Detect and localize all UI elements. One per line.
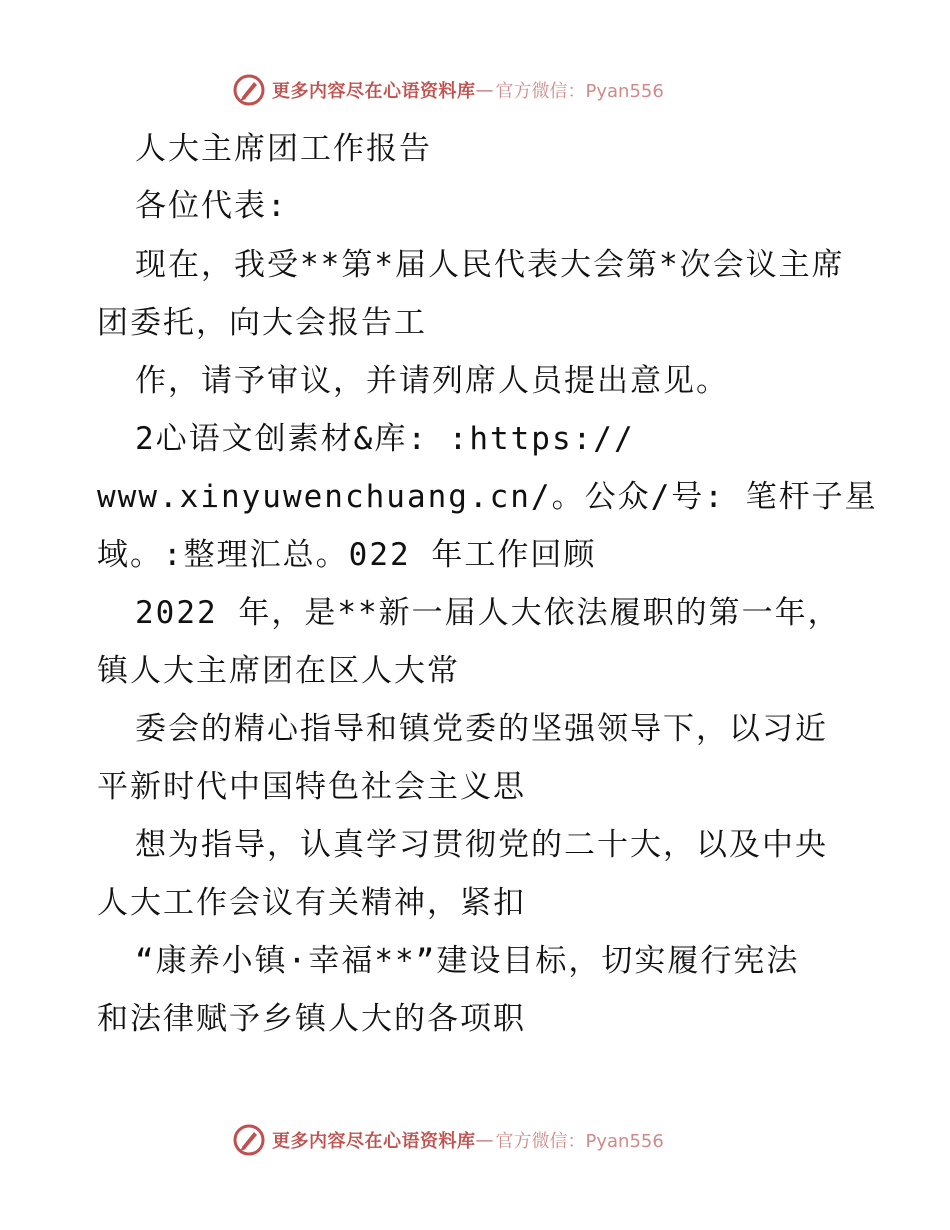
- doc-line: 2022 年，是**新一届人大依法履职的第一年，: [135, 595, 841, 631]
- banner-wechat: 官方微信：Pyan556: [495, 81, 664, 102]
- quill-pen-logo-icon: [232, 73, 266, 107]
- banner-separator: —: [475, 1129, 494, 1151]
- quill-pen-logo-icon: [232, 1123, 266, 1157]
- footer-banner: [232, 1122, 712, 1158]
- doc-line: 镇人大主席团在区人大常: [97, 653, 460, 689]
- banner-wechat: 官方微信：Pyan556: [495, 1131, 664, 1152]
- header-banner: [232, 72, 712, 108]
- doc-line: 平新时代中国特色社会主义思: [97, 769, 526, 805]
- doc-line: 现在，我受**第*届人民代表大会第*次会议主席: [135, 247, 845, 283]
- doc-line: 域。:整理汇总。022 年工作回顾: [97, 537, 597, 573]
- banner-separator: —: [475, 79, 494, 101]
- doc-line: “康养小镇·幸福**”建设目标，切实履行宪法: [135, 943, 800, 979]
- banner-title: 更多内容尽在心语资料库: [272, 81, 476, 102]
- doc-line: www.xinyuwenchuang.cn/。公众/号: 笔杆子星: [97, 479, 878, 515]
- doc-line: 想为指导，认真学习贯彻党的二十大，以及中央: [135, 827, 828, 863]
- doc-line: 委会的精心指导和镇党委的坚强领导下，以习近: [135, 711, 828, 747]
- doc-line: 团委托，向大会报告工: [97, 305, 427, 341]
- doc-line: 作，请予审议，并请列席人员提出意见。: [135, 363, 729, 399]
- doc-line: 和法律赋予乡镇人大的各项职: [97, 1001, 526, 1037]
- doc-line: 各位代表:: [135, 188, 288, 224]
- doc-line: 人大工作会议有关精神，紧扣: [97, 885, 526, 921]
- doc-line: 2心语文创素材&库: :https://: [135, 421, 635, 457]
- banner-title: 更多内容尽在心语资料库: [272, 1131, 476, 1152]
- doc-title: 人大主席团工作报告: [135, 131, 432, 167]
